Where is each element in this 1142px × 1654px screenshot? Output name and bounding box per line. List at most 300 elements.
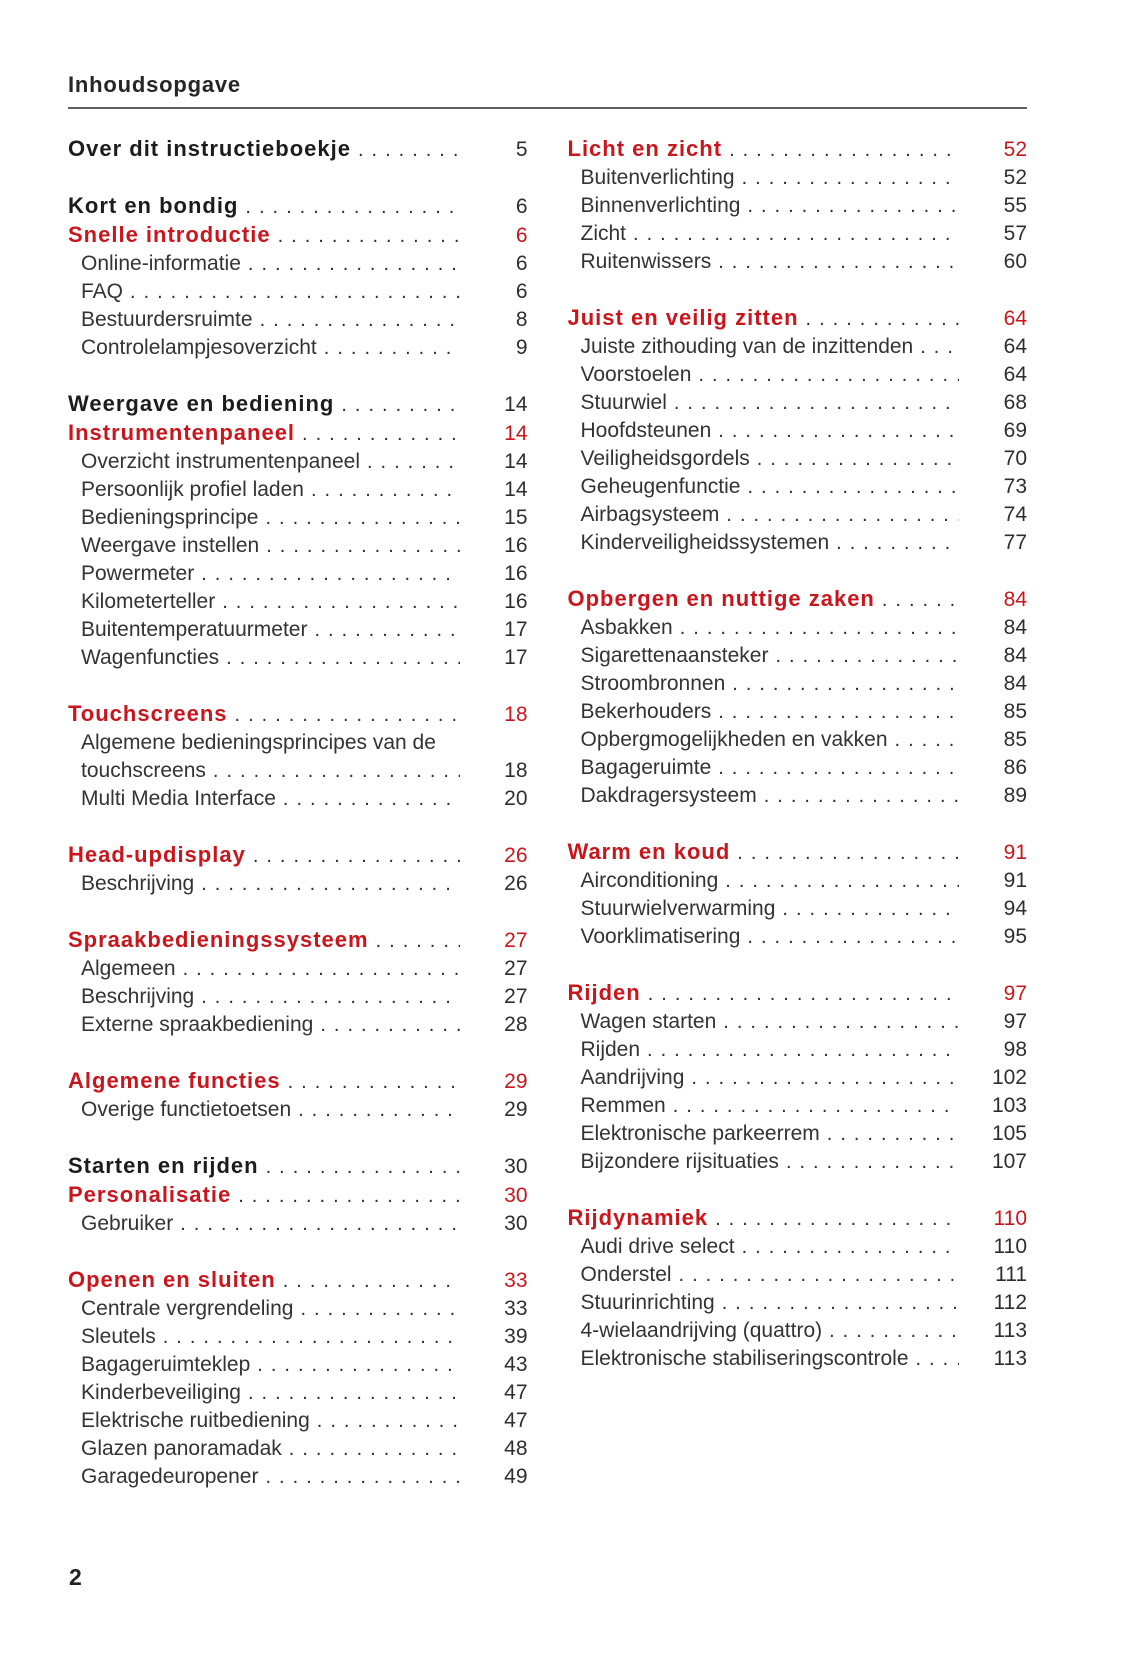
dot-leader — [648, 980, 959, 1008]
toc-entry-page: 110 — [993, 1207, 1027, 1230]
toc-entry — [68, 644, 528, 672]
toc-entry-label: Sleutels — [81, 1325, 156, 1348]
toc-entry — [568, 135, 1028, 164]
toc-entry — [568, 1261, 1028, 1289]
toc-entry-label: Garagedeuropener — [81, 1465, 259, 1488]
dot-leader — [737, 839, 959, 867]
toc-entry — [568, 867, 1028, 895]
toc-entry — [68, 588, 528, 616]
dot-leader — [257, 1351, 459, 1379]
dot-leader — [213, 757, 460, 785]
toc-section — [68, 1067, 528, 1124]
toc-entry-page: 64 — [1003, 335, 1027, 358]
toc-entry-page: 113 — [993, 1319, 1027, 1342]
dot-leader — [265, 1463, 459, 1491]
toc-entry-label: Buitenverlichting — [580, 166, 735, 189]
toc-entry-page: 89 — [1003, 784, 1027, 807]
toc-entry — [68, 1323, 528, 1351]
toc-entry — [68, 1379, 528, 1407]
dot-leader — [288, 1068, 460, 1096]
toc-section — [568, 979, 1028, 1176]
toc-entry-page: 33 — [504, 1297, 528, 1320]
toc-entry-label: Persoonlijk profiel laden — [81, 478, 304, 501]
toc-entry — [568, 1148, 1028, 1176]
toc-entry-label: Zicht — [580, 222, 627, 245]
dot-leader — [747, 923, 959, 951]
toc-entry — [568, 614, 1028, 642]
toc-entry — [568, 726, 1028, 754]
toc-entry-label: Rijdynamiek — [567, 1205, 709, 1230]
toc-entry-page: 43 — [504, 1353, 528, 1376]
dot-leader — [376, 927, 460, 955]
toc-entry — [68, 1210, 528, 1238]
toc-entry — [68, 1435, 528, 1463]
toc-entry-label: Stroombronnen — [580, 672, 726, 695]
toc-entry-label: Bijzondere rijsituaties — [580, 1150, 779, 1173]
dot-leader — [782, 895, 959, 923]
toc-entry-label: Controlelampjesoverzicht — [81, 336, 317, 359]
toc-entry — [68, 504, 528, 532]
toc-entry-label: Over dit instructieboekje — [68, 136, 351, 161]
toc-entry-page: 8 — [515, 308, 528, 331]
toc-entry — [568, 361, 1028, 389]
dot-leader — [680, 614, 959, 642]
toc-entry-page: 52 — [1003, 166, 1027, 189]
toc-entry-page: 30 — [504, 1212, 528, 1235]
dot-leader — [829, 1317, 959, 1345]
toc-entry — [568, 164, 1028, 192]
dot-leader — [732, 670, 959, 698]
toc-entry-page: 91 — [1003, 869, 1027, 892]
dot-leader — [183, 955, 460, 983]
toc-entry-page: 52 — [1003, 138, 1027, 161]
toc-entry — [568, 220, 1028, 248]
toc-entry-label: Weergave instellen — [81, 534, 260, 557]
toc-entry-page: 39 — [504, 1325, 528, 1348]
toc-entry-page: 84 — [1003, 588, 1027, 611]
toc-entry-label: Elektronische parkeerrem — [580, 1122, 820, 1145]
toc-entry-page: 28 — [504, 1013, 528, 1036]
dot-leader — [722, 1289, 959, 1317]
toc-section — [568, 1204, 1028, 1373]
dot-leader — [725, 867, 959, 895]
toc-entry-page: 64 — [1003, 363, 1027, 386]
toc-entry-label: Algemeen — [81, 957, 176, 980]
toc-entry-page: 6 — [515, 252, 528, 275]
toc-entry-page: 74 — [1003, 503, 1027, 526]
toc-entry-label: Spraakbedieningssysteem — [68, 927, 369, 952]
toc-entry-label: Warm en koud — [567, 839, 731, 864]
toc-entry-page: 112 — [993, 1291, 1027, 1314]
toc-entry-page: 49 — [504, 1465, 528, 1488]
toc-entry — [568, 417, 1028, 445]
header-rule — [68, 107, 1027, 109]
page-number: 2 — [69, 1564, 82, 1590]
toc-entry-page: 27 — [504, 957, 528, 980]
dot-leader — [718, 417, 959, 445]
toc-section — [568, 304, 1028, 557]
toc-entry-label: Bedieningsprincipe — [81, 506, 259, 529]
toc-entry-page: 18 — [504, 759, 528, 782]
toc-entry — [68, 926, 528, 955]
toc-entry-label: Rijden — [580, 1038, 641, 1061]
dot-leader — [747, 473, 959, 501]
dot-leader — [266, 1153, 460, 1181]
toc-entry — [68, 476, 528, 504]
toc-entry — [568, 642, 1028, 670]
dot-leader — [163, 1323, 460, 1351]
dot-leader — [278, 222, 460, 250]
toc-entry-label: Juist en veilig zitten — [567, 305, 799, 330]
toc-entry-label: Buitentemperatuurmeter — [81, 618, 308, 641]
toc-entry — [68, 1295, 528, 1323]
toc-entry-page: 57 — [1003, 222, 1027, 245]
toc-entry — [568, 698, 1028, 726]
dot-leader — [920, 333, 959, 361]
toc-entry — [68, 1011, 528, 1039]
toc-entry-label: Stuurwielverwarming — [580, 897, 776, 920]
dot-leader — [320, 1011, 459, 1039]
toc-entry — [568, 1036, 1028, 1064]
dot-leader — [222, 588, 459, 616]
toc-entry-page: 84 — [1003, 672, 1027, 695]
toc-entry-label: Dakdragersysteem — [580, 784, 757, 807]
toc-entry — [568, 782, 1028, 810]
toc-entry — [68, 757, 528, 785]
toc-entry — [68, 390, 528, 419]
toc-entry-page: 17 — [504, 618, 528, 641]
toc-entry-label: Opbergen en nuttige zaken — [567, 586, 875, 611]
toc-entry-label: Rijden — [567, 980, 641, 1005]
toc-entry — [568, 445, 1028, 473]
toc-entry-page: 17 — [504, 646, 528, 669]
toc-entry-label: Hoofdsteunen — [580, 419, 712, 442]
toc-entry — [68, 955, 528, 983]
dot-leader — [836, 529, 959, 557]
toc-entry-page: 98 — [1003, 1038, 1027, 1061]
toc-entry-page: 70 — [1003, 447, 1027, 470]
toc-entry — [68, 841, 528, 870]
toc-entry — [568, 923, 1028, 951]
toc-entry-label: Voorstoelen — [580, 363, 692, 386]
toc-entry-label: Aandrijving — [580, 1066, 685, 1089]
toc-entry-label: Glazen panoramadak — [81, 1437, 282, 1460]
toc-entry — [568, 389, 1028, 417]
dot-leader — [289, 1435, 460, 1463]
toc-entry-page: 69 — [1003, 419, 1027, 442]
toc-entry-label: Kinderveiligheidssystemen — [580, 531, 830, 554]
dot-leader — [314, 616, 459, 644]
toc-entry — [68, 983, 528, 1011]
toc-entry-page: 47 — [504, 1409, 528, 1432]
toc-entry — [68, 306, 528, 334]
toc-entry-label: Touchscreens — [68, 701, 228, 726]
dot-leader — [729, 136, 959, 164]
toc-entry — [568, 1008, 1028, 1036]
dot-leader — [283, 785, 460, 813]
toc-entry-page: 97 — [1003, 982, 1027, 1005]
toc-entry — [68, 1067, 528, 1096]
dot-leader — [300, 1295, 459, 1323]
toc-entry-page: 60 — [1003, 250, 1027, 273]
toc-entry-page: 64 — [1003, 307, 1027, 330]
toc-section — [68, 700, 528, 813]
dot-leader — [248, 250, 460, 278]
toc-entry-page: 105 — [991, 1122, 1027, 1145]
toc-entry-label: Bekerhouders — [580, 700, 712, 723]
toc-entry — [568, 304, 1028, 333]
toc-entry-label: Bestuurdersruimte — [81, 308, 253, 331]
toc-entry — [568, 1289, 1028, 1317]
dot-leader — [764, 782, 959, 810]
toc-entry-label: Binnenverlichting — [580, 194, 741, 217]
toc-entry-label: Asbakken — [580, 616, 673, 639]
dot-leader — [916, 1345, 960, 1373]
toc-entry-label: Powermeter — [81, 562, 195, 585]
dot-leader — [260, 306, 460, 334]
toc-entry-page: 6 — [515, 195, 528, 218]
dot-leader — [715, 1205, 959, 1233]
dot-leader — [679, 1261, 959, 1289]
toc-section — [68, 1152, 528, 1238]
dot-leader — [673, 1092, 959, 1120]
toc-entry — [568, 670, 1028, 698]
toc-entry-label: Wagenfuncties — [81, 646, 220, 669]
toc-entry-page: 6 — [515, 280, 528, 303]
toc-entry-page: 14 — [504, 393, 528, 416]
toc-entry-page: 29 — [504, 1098, 528, 1121]
dot-leader — [691, 1064, 959, 1092]
toc-entry-label: Head-updisplay — [68, 842, 246, 867]
toc-entry-label: Beschrijving — [81, 985, 195, 1008]
toc-entry-page: 27 — [504, 985, 528, 1008]
dot-leader — [324, 334, 460, 362]
table-of-contents — [68, 135, 1027, 1491]
toc-entry-label: Remmen — [580, 1094, 666, 1117]
toc-entry — [568, 1345, 1028, 1373]
page-header — [68, 72, 1027, 109]
toc-entry-label: Ruitenwissers — [580, 250, 712, 273]
toc-entry — [568, 1204, 1028, 1233]
toc-entry-label: Multi Media Interface — [81, 787, 276, 810]
toc-entry — [68, 250, 528, 278]
toc-entry-page: 16 — [504, 534, 528, 557]
toc-column-right — [568, 135, 1028, 1491]
toc-entry-label: Starten en rijden — [68, 1153, 259, 1178]
toc-entry-page: 95 — [1003, 925, 1027, 948]
toc-entry-page: 30 — [504, 1155, 528, 1178]
dot-leader — [775, 642, 959, 670]
dot-leader — [726, 501, 959, 529]
dot-leader — [786, 1148, 959, 1176]
toc-entry-label: Bagageruimte — [580, 756, 712, 779]
dot-leader — [718, 248, 959, 276]
toc-entry — [68, 221, 528, 250]
dot-leader — [358, 136, 460, 164]
dot-leader — [201, 870, 459, 898]
dot-leader — [266, 532, 459, 560]
toc-entry-page: 47 — [504, 1381, 528, 1404]
toc-entry — [68, 192, 528, 221]
toc-entry-page: 86 — [1003, 756, 1027, 779]
toc-entry-label: Snelle introductie — [68, 222, 271, 247]
toc-entry-label: Openen en sluiten — [68, 1267, 276, 1292]
toc-entry — [568, 501, 1028, 529]
toc-entry-label: Juiste zithouding van de inzittenden — [580, 335, 914, 358]
toc-entry-page: 27 — [504, 929, 528, 952]
toc-entry-label: Algemene bedieningsprincipes van de — [81, 731, 436, 754]
toc-entry-label: Externe spraakbediening — [81, 1013, 314, 1036]
toc-entry — [68, 616, 528, 644]
dot-leader — [742, 164, 959, 192]
toc-section — [568, 135, 1028, 276]
toc-entry-label: Kilometerteller — [81, 590, 216, 613]
toc-entry — [568, 529, 1028, 557]
toc-entry — [568, 333, 1028, 361]
toc-entry-label: Elektronische stabiliseringscontrole — [580, 1347, 909, 1370]
toc-entry-label: Kort en bondig — [68, 193, 239, 218]
toc-entry — [568, 1064, 1028, 1092]
toc-entry-label: Airbagsysteem — [580, 503, 720, 526]
dot-leader — [298, 1096, 459, 1124]
dot-leader — [895, 726, 959, 754]
toc-entry — [68, 278, 528, 306]
toc-entry — [68, 870, 528, 898]
dot-leader — [742, 1233, 959, 1261]
toc-entry-page: 111 — [995, 1263, 1027, 1286]
toc-entry-page: 16 — [504, 590, 528, 613]
toc-entry — [568, 248, 1028, 276]
toc-entry — [68, 448, 528, 476]
toc-entry — [568, 979, 1028, 1008]
dot-leader — [341, 391, 459, 419]
toc-entry-page: 85 — [1003, 700, 1027, 723]
toc-entry — [568, 473, 1028, 501]
toc-entry-page: 9 — [515, 336, 528, 359]
toc-entry-page: 14 — [504, 478, 528, 501]
toc-entry-page: 48 — [504, 1437, 528, 1460]
dot-leader — [226, 644, 459, 672]
toc-entry-page: 91 — [1003, 841, 1027, 864]
toc-section — [68, 1266, 528, 1491]
toc-entry-label: Geheugenfunctie — [580, 475, 741, 498]
toc-entry-page: 33 — [504, 1269, 528, 1292]
toc-entry-page: 84 — [1003, 616, 1027, 639]
toc-entry — [568, 192, 1028, 220]
dot-leader — [283, 1267, 460, 1295]
dot-leader — [235, 701, 460, 729]
toc-entry-label: Instrumentenpaneel — [68, 420, 296, 445]
dot-leader — [827, 1120, 959, 1148]
toc-entry-label: Airconditioning — [580, 869, 719, 892]
toc-entry-label: Voorklimatisering — [580, 925, 741, 948]
dot-leader — [757, 445, 959, 473]
toc-entry-page: 5 — [515, 138, 528, 161]
toc-entry-label: Sigarettenaansteker — [580, 644, 769, 667]
toc-entry-label: FAQ — [81, 280, 124, 303]
toc-column-left — [68, 135, 528, 1491]
toc-entry-label: 4-wielaandrijving (quattro) — [580, 1319, 823, 1342]
toc-entry — [68, 1407, 528, 1435]
dot-leader — [806, 305, 959, 333]
dot-leader — [674, 389, 959, 417]
toc-entry — [568, 1092, 1028, 1120]
dot-leader — [647, 1036, 959, 1064]
toc-entry-page: 14 — [504, 450, 528, 473]
dot-leader — [367, 448, 460, 476]
toc-entry — [568, 895, 1028, 923]
toc-entry-page: 107 — [991, 1150, 1027, 1173]
toc-entry-page: 110 — [993, 1235, 1027, 1258]
toc-entry-page: 16 — [504, 562, 528, 585]
toc-entry-page: 68 — [1003, 391, 1027, 414]
toc-entry-page: 20 — [504, 787, 528, 810]
dot-leader — [180, 1210, 459, 1238]
toc-entry-page: 29 — [504, 1070, 528, 1093]
dot-leader — [718, 754, 959, 782]
toc-section — [68, 926, 528, 1039]
toc-entry — [68, 419, 528, 448]
page-title: Inhoudsopgave — [68, 72, 241, 97]
toc-entry-page: 113 — [993, 1347, 1027, 1370]
toc-entry-page: 94 — [1003, 897, 1027, 920]
dot-leader — [747, 192, 959, 220]
toc-entry-label: Wagen starten — [580, 1010, 717, 1033]
toc-entry — [68, 1266, 528, 1295]
dot-leader — [130, 278, 459, 306]
dot-leader — [265, 504, 459, 532]
toc-section — [568, 585, 1028, 810]
dot-leader — [633, 220, 959, 248]
dot-leader — [317, 1407, 460, 1435]
dot-leader — [882, 586, 959, 614]
toc-entry-page: 26 — [504, 844, 528, 867]
toc-entry-label: Weergave en bediening — [68, 391, 335, 416]
toc-entry-label: Gebruiker — [81, 1212, 174, 1235]
toc-entry-page: 85 — [1003, 728, 1027, 751]
toc-entry — [568, 1120, 1028, 1148]
dot-leader — [201, 983, 459, 1011]
toc-entry-label: Overige functietoetsen — [81, 1098, 292, 1121]
toc-entry-label: Beschrijving — [81, 872, 195, 895]
toc-entry-label: Onderstel — [580, 1263, 672, 1286]
toc-entry — [568, 1317, 1028, 1345]
dot-leader — [698, 361, 959, 389]
toc-entry-page: 84 — [1003, 644, 1027, 667]
dot-leader — [302, 420, 459, 448]
toc-entry-label: Licht en zicht — [567, 136, 723, 161]
dot-leader — [253, 842, 460, 870]
toc-entry-label: Elektrische ruitbediening — [81, 1409, 310, 1432]
toc-entry — [68, 785, 528, 813]
toc-entry-label: Centrale vergrendeling — [81, 1297, 294, 1320]
toc-section — [68, 135, 528, 164]
dot-leader — [201, 560, 459, 588]
toc-entry — [568, 585, 1028, 614]
toc-entry-label: Stuurinrichting — [580, 1291, 715, 1314]
dot-leader — [248, 1379, 460, 1407]
toc-entry — [68, 532, 528, 560]
toc-entry-label: Veiligheidsgordels — [580, 447, 750, 470]
toc-section — [68, 192, 528, 362]
toc-entry-label: Overzicht instrumentenpaneel — [81, 450, 360, 473]
toc-entry — [68, 135, 528, 164]
toc-entry-page: 97 — [1003, 1010, 1027, 1033]
toc-entry-page: 55 — [1003, 194, 1027, 217]
toc-entry-label: Stuurwiel — [580, 391, 667, 414]
toc-entry-label: Audi drive select — [580, 1235, 735, 1258]
dot-leader — [238, 1182, 459, 1210]
